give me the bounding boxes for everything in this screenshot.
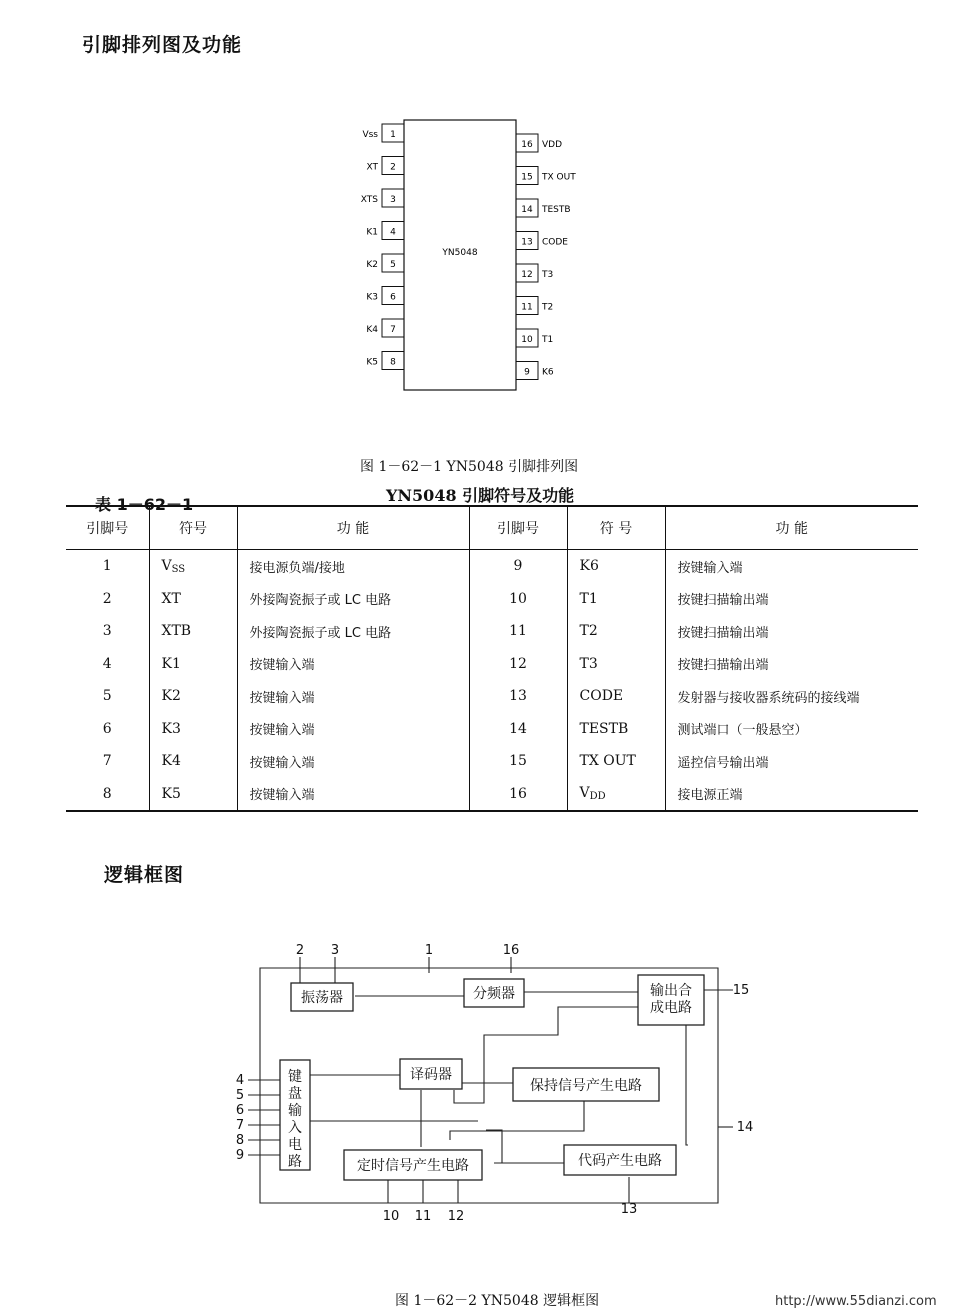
- table-row: [66, 745, 918, 778]
- cell-symbol: [149, 583, 237, 616]
- pin-label: TESTB: [542, 205, 571, 215]
- table-row: [66, 778, 918, 812]
- block-output-label: 输出合成电路: [650, 983, 692, 1016]
- pin-number: 2: [390, 162, 396, 173]
- cell-symbol: [567, 583, 665, 616]
- cell-function: 按键扫描输出端: [677, 593, 769, 609]
- pin-number: 1: [390, 130, 396, 140]
- pin-label-top: 3: [330, 943, 340, 958]
- pin-label-left: 6: [235, 1103, 245, 1118]
- header-symbol: 符 号: [567, 506, 665, 550]
- cell-symbol: [149, 778, 237, 812]
- pin-label-bottom: 13: [620, 1202, 638, 1217]
- pin-label: T3: [542, 270, 554, 280]
- header-pin: 引脚号: [66, 506, 149, 550]
- pin-label-left: 7: [235, 1118, 245, 1133]
- section-title-logic: 逻辑框图: [104, 864, 185, 886]
- logic-block-diagram: [228, 935, 768, 1225]
- pin-label-left: 8: [235, 1133, 245, 1148]
- block-divider-label: 分频器: [473, 986, 515, 1002]
- symbol-subscript: SS: [171, 563, 186, 575]
- pin-number: 16: [521, 140, 533, 150]
- header-function: 功 能: [665, 506, 918, 550]
- cell-pin: 7: [66, 745, 149, 778]
- cell-function: 遥控信号输出端: [677, 755, 769, 771]
- cell-symbol: [567, 648, 665, 681]
- symbol-text: XTB: [161, 623, 192, 640]
- cell-function: 按键输入端: [237, 745, 469, 778]
- cell-function: 接电源正端: [665, 778, 918, 812]
- cell-pin: 5: [66, 680, 149, 713]
- pin-label: K3: [366, 292, 378, 303]
- cell-pin: 1: [66, 550, 149, 583]
- pin-label: K1: [366, 227, 378, 238]
- symbol-text: K4: [161, 753, 181, 770]
- pin-number: 4: [390, 227, 396, 238]
- symbol-text: T2: [579, 623, 598, 640]
- block-keyboard-label: 键盘输入电路: [288, 1069, 302, 1170]
- symbol-text: CODE: [579, 688, 624, 705]
- symbol-text: K1: [161, 655, 181, 672]
- pin-number: 15: [521, 172, 533, 183]
- cell-symbol: [149, 713, 237, 746]
- pinout-diagram: [340, 110, 600, 400]
- cell-function: 外接陶瓷振子或 LC 电路: [237, 583, 469, 616]
- figure1-caption: 图 1－62－1 YN5048 引脚排列图: [360, 459, 579, 475]
- cell-pin: 12: [469, 648, 567, 681]
- cell-symbol: [567, 713, 665, 746]
- cell-symbol: [149, 648, 237, 681]
- pin-label-left: 9: [235, 1148, 245, 1163]
- cell-symbol: [567, 745, 665, 778]
- cell-pin: 2: [66, 583, 149, 616]
- table-row: [66, 583, 918, 616]
- cell-pin: 6: [66, 713, 149, 746]
- pin-label: VDD: [542, 140, 563, 150]
- cell-pin: 10: [469, 583, 567, 616]
- block-code-gen-label: 代码产生电路: [578, 1153, 662, 1169]
- pin-label-bottom: 12: [447, 1209, 465, 1224]
- table-header-row: [66, 506, 918, 550]
- pin-number: 5: [390, 260, 396, 270]
- chip-name: YN5048: [442, 248, 478, 258]
- symbol-text: TX OUT: [579, 753, 636, 770]
- pin-label-left: 4: [235, 1073, 245, 1088]
- cell-pin: 14: [469, 713, 567, 746]
- pin-label: T2: [542, 302, 554, 313]
- block-oscillator-label: 振荡器: [301, 990, 343, 1006]
- pin-number: 14: [521, 205, 533, 215]
- cell-function: 接电源负端/接地: [237, 550, 469, 583]
- table-row: [66, 615, 918, 648]
- cell-pin: 9: [469, 550, 567, 583]
- cell-symbol: [149, 550, 237, 583]
- footer-link[interactable]: http://www.55dianzi.com: [775, 1294, 937, 1309]
- cell-function: 按键输入端: [237, 778, 469, 812]
- cell-function: 按键输入端: [237, 648, 469, 681]
- symbol-text: XT: [161, 590, 181, 607]
- cell-pin: 16: [469, 778, 567, 812]
- cell-pin: 15: [469, 745, 567, 778]
- header-pin: 引脚号: [469, 506, 567, 550]
- cell-pin: 11: [469, 615, 567, 648]
- pin-label: T1: [542, 335, 554, 345]
- symbol-text: TESTB: [579, 720, 629, 737]
- block-decoder-label: 译码器: [410, 1067, 452, 1083]
- symbol-text: V: [161, 557, 172, 574]
- cell-function: 按键扫描输出端: [677, 625, 769, 641]
- block-hold-label: 保持信号产生电路: [530, 1078, 642, 1094]
- symbol-text: K3: [161, 720, 181, 737]
- pin-number: 12: [521, 270, 533, 280]
- cell-function: 按键输入端: [237, 713, 469, 746]
- symbol-text: K2: [161, 688, 181, 705]
- table-title: YN5048 引脚符号及功能: [386, 486, 575, 505]
- pin-label: TX OUT: [542, 172, 576, 183]
- pin-label: K4: [366, 325, 378, 335]
- block-timing-label: 定时信号产生电路: [357, 1158, 469, 1174]
- pin-label: K2: [366, 260, 378, 270]
- cell-function: 按键输入端: [237, 680, 469, 713]
- symbol-text: K6: [579, 558, 599, 575]
- pin-number: 3: [390, 195, 396, 205]
- pin-number: 9: [524, 367, 530, 378]
- cell-function: 按键输入端: [677, 560, 743, 576]
- pin-number: 10: [521, 335, 533, 345]
- pin-label-left: 5: [235, 1088, 245, 1103]
- cell-symbol: [567, 615, 665, 648]
- figure2-caption: 图 1－62－2 YN5048 逻辑框图: [395, 1293, 600, 1309]
- pin-label: Vss: [362, 130, 378, 140]
- pin-label-top: 2: [295, 943, 305, 958]
- table-row: [66, 680, 918, 713]
- cell-pin: 8: [66, 778, 149, 812]
- pin-label: XTS: [360, 195, 378, 205]
- table-row: [66, 648, 918, 681]
- pin-label: XT: [366, 162, 378, 173]
- pin-label-top: 16: [502, 943, 520, 958]
- cell-symbol: [567, 680, 665, 713]
- table-label: 表 1－62－1: [95, 495, 194, 514]
- pin-label-top: 1: [424, 943, 434, 958]
- cell-function: 按键扫描输出端: [677, 658, 769, 674]
- pin-number: 8: [390, 357, 396, 368]
- pin-label-right: 15: [732, 983, 750, 998]
- cell-function: 外接陶瓷振子或 LC 电路: [237, 615, 469, 648]
- pin-label: K6: [542, 367, 554, 378]
- table-row: [66, 550, 918, 583]
- pin-label-right: 14: [736, 1120, 754, 1135]
- symbol-text: T3: [579, 655, 598, 672]
- cell-symbol: [149, 745, 237, 778]
- pin-number: 13: [521, 237, 533, 248]
- pin-number: 6: [390, 292, 396, 303]
- symbol-text: K5: [161, 785, 181, 802]
- pin-function-table: [66, 505, 918, 812]
- cell-symbol: [149, 615, 237, 648]
- pin-number: 7: [390, 325, 396, 335]
- cell-function: 发射器与接收器系统码的接线端: [677, 690, 860, 706]
- cell-symbol: [567, 778, 665, 812]
- symbol-text: T1: [579, 590, 598, 607]
- header-function: 功 能: [237, 506, 469, 550]
- pin-label: K5: [366, 357, 378, 368]
- cell-pin: 4: [66, 648, 149, 681]
- pin-number: 11: [521, 302, 533, 313]
- cell-symbol: [567, 550, 665, 583]
- pin-label-bottom: 10: [382, 1209, 400, 1224]
- symbol-subscript: DD: [589, 791, 606, 803]
- cell-pin: 3: [66, 615, 149, 648]
- header-symbol: 符号: [149, 506, 237, 550]
- section-title-pinout: 引脚排列图及功能: [82, 34, 243, 56]
- table-row: [66, 713, 918, 746]
- symbol-text: V: [579, 785, 590, 802]
- pin-label: CODE: [542, 237, 568, 248]
- pin-label-bottom: 11: [414, 1209, 432, 1224]
- cell-function: 测试端口（一般悬空）: [677, 723, 808, 739]
- cell-symbol: [149, 680, 237, 713]
- cell-pin: 13: [469, 680, 567, 713]
